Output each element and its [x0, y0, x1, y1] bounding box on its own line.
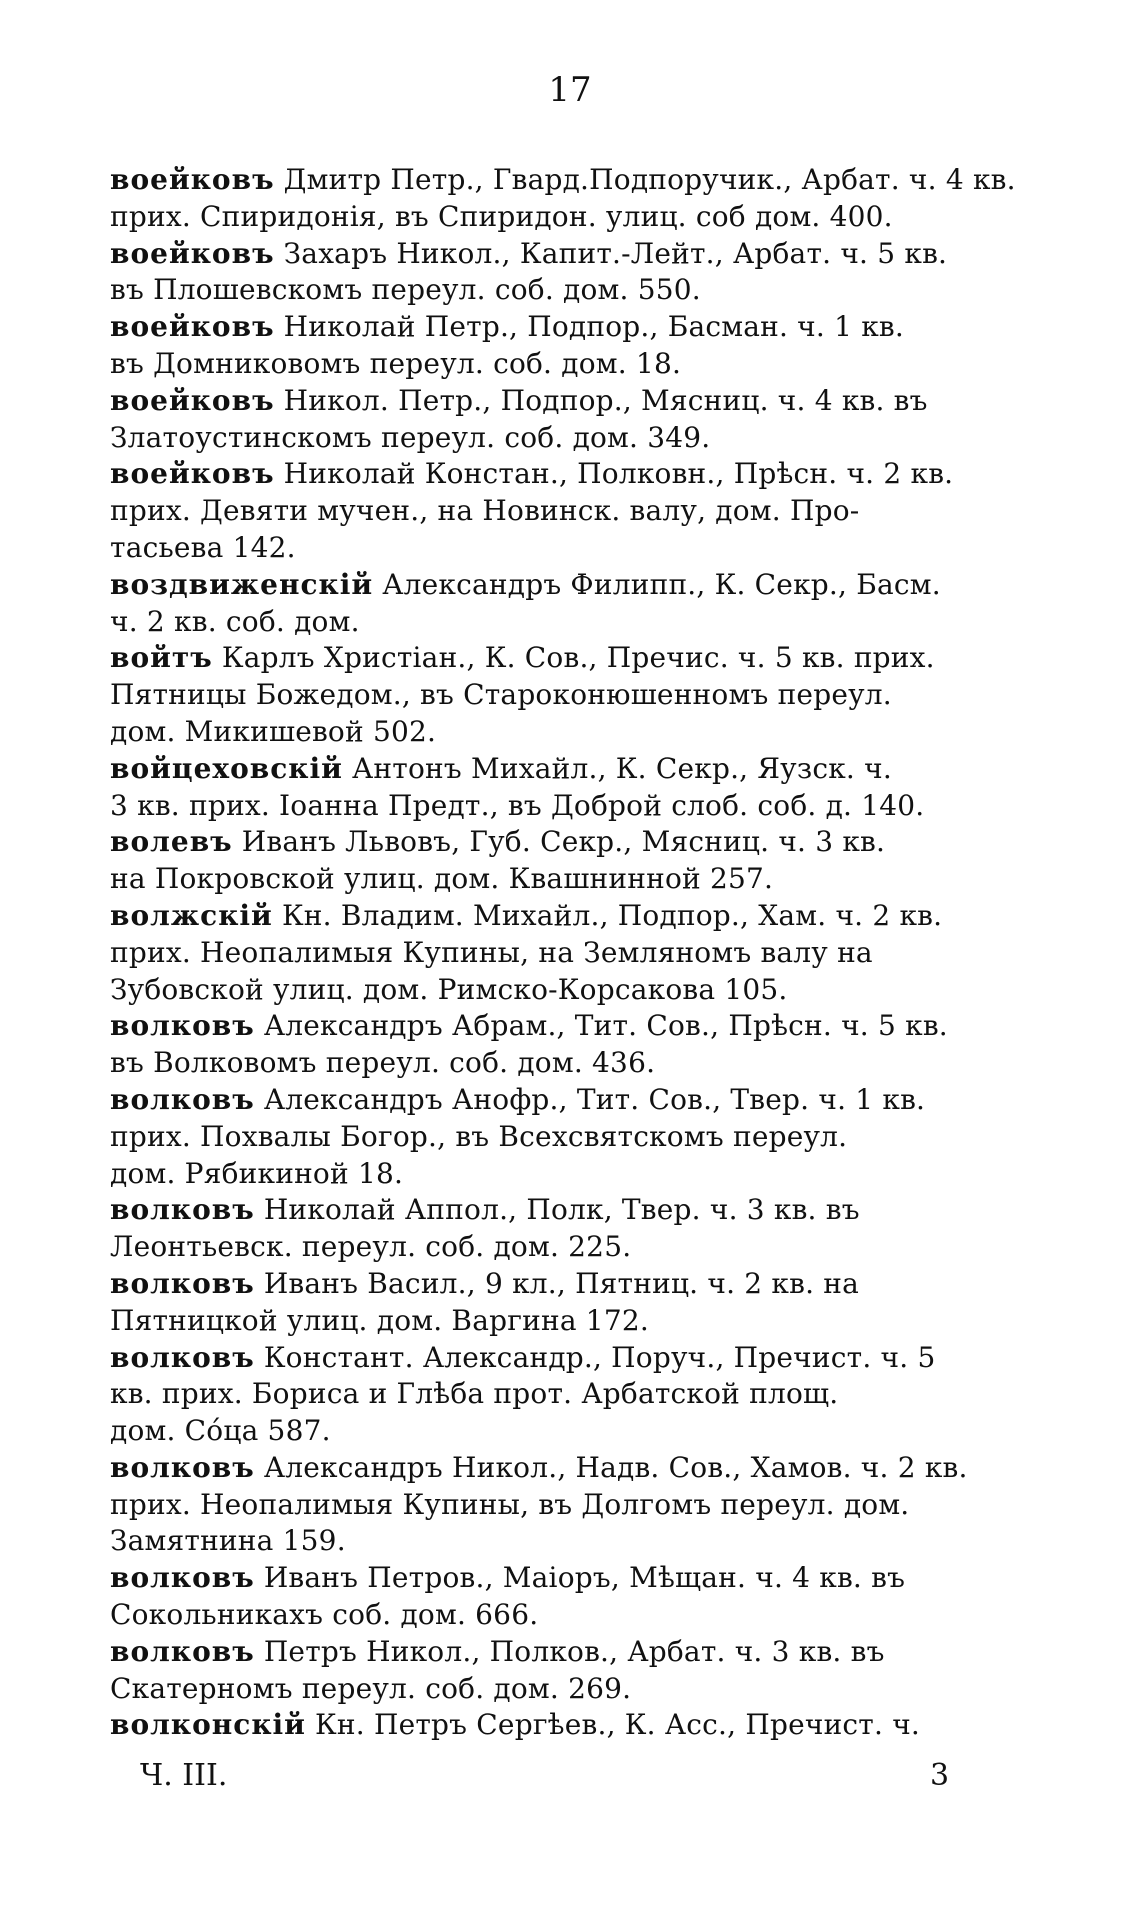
entry-surname: воейковъ [110, 236, 275, 270]
entry-surname: волковъ [110, 1450, 255, 1484]
entry-surname: волковъ [110, 1082, 255, 1116]
entry-text: Иванъ Львовъ, Губ. Секр., Мясниц. ч. 3 кв. [241, 825, 886, 859]
entry-line [110, 1707, 1010, 1744]
entry-text: Дмитр Петр., Гвард.Подпоручик., Арбат. ч. 4 кв. [283, 163, 1016, 196]
entry-line [110, 788, 1010, 825]
entry-text: Скатерномъ переул. соб. дом. 269. [110, 1671, 632, 1705]
entry-line [110, 530, 1010, 567]
directory-entry [110, 824, 1010, 898]
directory-entry [110, 309, 1010, 383]
directory-entry [110, 640, 1010, 750]
entry-text: Иванъ Васил., 9 кл., Пятниц. ч. 2 кв. на [263, 1266, 860, 1300]
entry-text: Александръ Никол., Надв. Сов., Хамов. ч. 2 кв. [263, 1450, 968, 1484]
entry-text: дом. Сóца 587. [110, 1414, 331, 1448]
entry-surname: волжскій [110, 898, 273, 932]
entry-line [110, 420, 1010, 457]
entry-line [110, 1008, 1010, 1045]
entry-line [110, 1266, 1010, 1303]
directory-entry [110, 567, 1010, 641]
entry-line [110, 898, 1010, 935]
entry-text: Александръ Анофр., Тит. Сов., Твер. ч. 1 кв. [263, 1082, 926, 1116]
entry-surname: воейковъ [110, 457, 275, 491]
entry-text: кв. прих. Бориса и Глѣба прот. Арбатской площ. [110, 1377, 839, 1411]
entry-line [110, 236, 1010, 273]
entry-surname: волковъ [110, 1009, 255, 1043]
page-footer [0, 1754, 1140, 1798]
entry-surname: войтъ [110, 641, 213, 675]
directory-entry [110, 751, 1010, 825]
entry-line [110, 604, 1010, 641]
entry-line [110, 272, 1010, 309]
entry-text: Иванъ Петров., Маіоръ, Мѣщан. ч. 4 кв. въ [263, 1561, 906, 1595]
entry-text: Александръ Абрам., Тит. Сов., Прѣсн. ч. 5 кв. [263, 1009, 948, 1043]
entry-text: Николай Аппол., Полк, Твер. ч. 3 кв. въ [263, 1193, 860, 1227]
entry-line [110, 714, 1010, 751]
entry-line [110, 456, 1010, 493]
entry-line [110, 1229, 1010, 1266]
entry-line [110, 199, 1010, 236]
entry-surname: волковъ [110, 1266, 255, 1300]
entry-surname: воейковъ [110, 163, 275, 196]
entry-text: Златоустинскомъ переул. соб. дом. 349. [110, 420, 711, 454]
volume-signature: Ч. III. [140, 1758, 228, 1793]
directory-entry [110, 1707, 1010, 1744]
entry-text: Леонтьевск. переул. соб. дом. 225. [110, 1230, 632, 1264]
sheet-number: 3 [930, 1758, 950, 1793]
page-number: 17 [548, 70, 592, 110]
entry-text: въ Плошевскомъ переул. соб. дом. 550. [110, 273, 701, 307]
entry-text: Николай Петр., Подпор., Басман. ч. 1 кв. [283, 310, 904, 344]
entry-line [110, 493, 1010, 530]
entry-line [110, 935, 1010, 972]
entry-text: на Покровской улиц. дом. Квашнинной 257. [110, 862, 774, 896]
entry-line [110, 1340, 1010, 1377]
entry-text: Замятнина 159. [110, 1524, 346, 1558]
directory-entry [110, 1450, 1010, 1560]
entry-text: тасьева 142. [110, 530, 296, 564]
entry-surname: воейковъ [110, 310, 275, 344]
directory-entry [110, 1340, 1010, 1450]
entry-line [110, 1045, 1010, 1082]
entry-line [110, 346, 1010, 383]
entry-text: прих. Неопалимыя Купины, на Земляномъ валу на [110, 935, 873, 969]
entry-line [110, 1413, 1010, 1450]
entry-surname: волковъ [110, 1340, 255, 1374]
directory-entry [110, 1192, 1010, 1266]
entry-text: въ Домниковомъ переул. соб. дом. 18. [110, 346, 682, 380]
directory-entry [110, 236, 1010, 310]
entry-line [110, 1671, 1010, 1708]
entry-line [110, 1082, 1010, 1119]
entry-line [110, 1523, 1010, 1560]
entry-line [110, 824, 1010, 861]
entry-surname: воздвиженскій [110, 567, 374, 601]
entry-line [110, 1450, 1010, 1487]
directory-entry [110, 1560, 1010, 1634]
entry-text: Пятницкой улиц. дом. Варгина 172. [110, 1303, 649, 1337]
entry-text: Пятницы Божедом., въ Староконюшенномъ переул. [110, 678, 892, 712]
entry-line [110, 1560, 1010, 1597]
entry-surname: волковъ [110, 1561, 255, 1595]
entry-line [110, 1303, 1010, 1340]
entry-text: прих. Девяти мучен., на Новинск. валу, дом. Про- [110, 494, 860, 528]
entry-text: прих. Спиридонія, въ Спиридон. улиц. соб дом. 400. [110, 199, 893, 233]
entry-line [110, 383, 1010, 420]
entry-text: Карлъ Христіан., К. Сов., Пречис. ч. 5 кв. прих. [221, 641, 935, 675]
entry-line [110, 1487, 1010, 1524]
entry-line [110, 1597, 1010, 1634]
entry-line [110, 640, 1010, 677]
entry-text: Кн. Петръ Сергѣев., К. Асс., Пречист. ч. [315, 1708, 921, 1742]
directory-entry [110, 1008, 1010, 1082]
entry-text: въ Волковомъ переул. соб. дом. 436. [110, 1046, 656, 1080]
entry-line [110, 861, 1010, 898]
entry-line [110, 1119, 1010, 1156]
entry-line [110, 972, 1010, 1009]
entry-line [110, 1192, 1010, 1229]
entry-line [110, 309, 1010, 346]
entry-text: Александръ Филипп., К. Секр., Басм. [382, 567, 941, 601]
entry-surname: волковъ [110, 1193, 255, 1227]
directory-entry [110, 1082, 1010, 1192]
entry-line [110, 1156, 1010, 1193]
entry-surname: волконскій [110, 1708, 306, 1742]
entry-line [110, 1376, 1010, 1413]
entry-text: Николай Констан., Полковн., Прѣсн. ч. 2 кв. [283, 457, 954, 491]
directory-entry [110, 1266, 1010, 1340]
entry-text: дом. Микишевой 502. [110, 714, 437, 748]
entry-text: Никол. Петр., Подпор., Мясниц. ч. 4 кв. въ [283, 383, 928, 417]
entry-text: ч. 2 кв. соб. дом. [110, 604, 360, 638]
entry-text: Петръ Никол., Полков., Арбат. ч. 3 кв. въ [263, 1634, 885, 1668]
directory-entry [110, 1634, 1010, 1708]
entry-text: прих. Похвалы Богор., въ Всехсвятскомъ переул. [110, 1119, 848, 1153]
entry-line [110, 1634, 1010, 1671]
entry-text: Зубовской улиц. дом. Римско-Корсакова 105. [110, 972, 788, 1006]
directory-entry [110, 456, 1010, 566]
entry-surname: волковъ [110, 1634, 255, 1668]
entry-surname: войцеховскій [110, 751, 343, 785]
entry-text: Кн. Владим. Михайл., Подпор., Хам. ч. 2 кв. [281, 898, 943, 932]
entry-line [110, 751, 1010, 788]
entry-text: 3 кв. прих. Іоанна Предт., въ Доброй слоб. соб. д. 140. [110, 788, 925, 822]
entry-text: Сокольникахъ соб. дом. 666. [110, 1598, 539, 1632]
directory-entry [110, 898, 1010, 1008]
entry-line [110, 567, 1010, 604]
directory-entry [110, 162, 1016, 236]
entry-line [110, 677, 1010, 714]
entry-surname: воейковъ [110, 383, 275, 417]
entry-text: Антонъ Михайл., К. Секр., Яузск. ч. [352, 751, 892, 785]
entry-text: дом. Рябикиной 18. [110, 1156, 404, 1190]
directory-entry [110, 383, 1010, 457]
entry-text: прих. Неопалимыя Купины, въ Долгомъ переул. дом. [110, 1487, 910, 1521]
entry-text: Констант. Александр., Поруч., Пречист. ч. 5 [263, 1340, 936, 1374]
entry-text: Захаръ Никол., Капит.-Лейт., Арбат. ч. 5 кв. [283, 236, 948, 270]
entry-surname: волевъ [110, 825, 233, 859]
entry-line [110, 162, 1016, 199]
directory-entries [110, 162, 1016, 1744]
